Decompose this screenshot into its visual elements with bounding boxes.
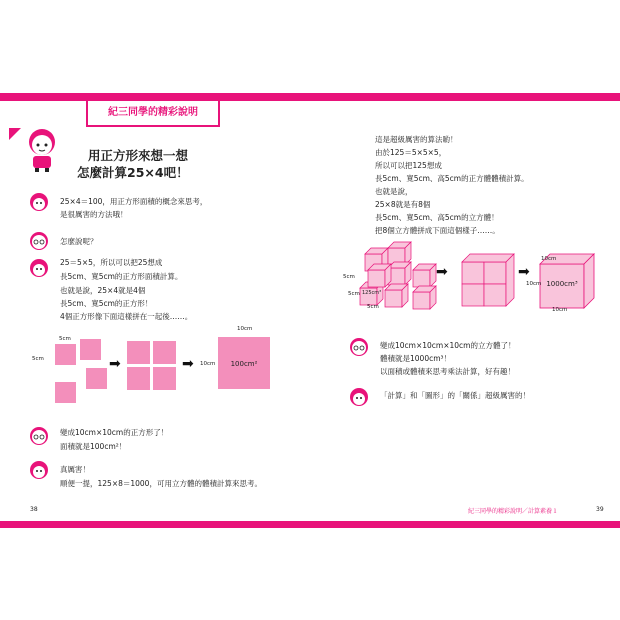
volume-label-small: 125cm³: [362, 290, 382, 296]
top-accent-bar: [0, 93, 620, 101]
volume-label-big: 1000cm³: [546, 280, 578, 288]
right-line-5: 也就是說，: [375, 187, 413, 196]
left-dialog-3-line-2: 長5cm、寬5cm的正方形面積計算。: [60, 272, 183, 281]
girl-avatar-icon: [349, 387, 369, 407]
right-dialog-1-line-2: 體積就是1000cm³！: [380, 354, 452, 363]
running-title: 紀三同學的精彩說明／計算素養１: [468, 508, 559, 515]
dim-label: 10cm: [526, 281, 542, 287]
left-dialog-1-line-1: 25×4＝100，用正方形面積的概念來思考，: [60, 197, 208, 206]
right-line-6: 25×8就是有8個: [375, 200, 431, 209]
left-dialog-3-line-1: 25＝5×5，所以可以把25想成: [60, 258, 163, 267]
right-dialog-1-line-3: 以面積或體積來思考乘法計算，好有趣！: [380, 367, 515, 376]
right-line-2: 由於125＝5×5×5，: [375, 148, 447, 157]
small-square: [80, 339, 101, 360]
arrow-icon: ➡: [436, 264, 448, 280]
left-dialog-5-line-1: 真厲害！: [60, 465, 90, 474]
left-dialog-3-line-5: 4個正方形像下面這樣拼在一起後……。: [60, 312, 193, 321]
arrow-icon: ➡: [109, 356, 121, 372]
boy-avatar-icon: [29, 231, 49, 251]
right-dialog-1-line-1: 變成10cm×10cm×10cm的立方體了！: [380, 341, 516, 350]
dim-label: 10cm: [541, 256, 557, 262]
girl-avatar-icon: [29, 192, 49, 212]
arrow-icon: ➡: [182, 356, 194, 372]
dim-label: 5cm: [32, 356, 44, 362]
boy-avatar-icon: [349, 337, 369, 357]
left-dialog-5-line-2: 順便一提，125×8＝1000，可用立方體的體積計算來思考。: [60, 479, 262, 488]
dim-label: 5cm: [348, 291, 360, 297]
left-heading-2: 怎麼計算25×4吧！: [77, 165, 189, 180]
left-heading-1: 用正方形來想一想: [88, 148, 189, 163]
small-square: [127, 341, 150, 364]
page-number-left: 38: [30, 506, 38, 513]
corner-marker: [9, 128, 21, 140]
small-square: [127, 367, 150, 390]
arrow-icon: ➡: [518, 264, 530, 280]
left-dialog-2-line-1: 怎麼說呢？: [60, 237, 98, 246]
girl-avatar-icon: [29, 258, 49, 278]
right-line-3: 所以可以把125想成: [375, 161, 442, 170]
small-square: [153, 341, 176, 364]
dim-label: 5cm: [367, 304, 379, 310]
left-dialog-4-line-2: 面積就是100cm²！: [60, 442, 127, 451]
girl-mascot-illustration: [24, 126, 60, 172]
area-label: 100cm²: [230, 360, 258, 368]
bottom-accent-bar: [0, 521, 620, 528]
small-square: [153, 367, 176, 390]
dim-label: 10cm: [237, 326, 253, 332]
small-square: [55, 344, 76, 365]
girl-avatar-icon: [29, 460, 49, 480]
boy-avatar-icon: [29, 426, 49, 446]
page-number-right: 39: [596, 506, 604, 513]
left-dialog-3-line-4: 長5cm、寬5cm的正方形！: [60, 299, 153, 308]
right-line-7: 長5cm、寬5cm、高5cm的立方體！: [375, 213, 499, 222]
small-square: [86, 368, 107, 389]
right-line-1: 這是超級厲害的算法喲！: [375, 135, 458, 144]
small-square: [55, 382, 76, 403]
section-tab: 紀三同學的精彩說明: [86, 101, 220, 127]
dim-label: 5cm: [59, 336, 71, 342]
dim-label: 10cm: [200, 361, 216, 367]
right-line-4: 長5cm、寬5cm、高5cm的正方體體積計算。: [375, 174, 529, 183]
right-line-8: 把8個立方體拼成下面這個樣子……。: [375, 226, 500, 235]
left-dialog-1-line-2: 是很厲害的方法哦！: [60, 210, 128, 219]
left-dialog-3-line-3: 也就是說，25×4就是4個: [60, 286, 146, 295]
dim-label: 5cm: [343, 274, 355, 280]
left-dialog-4-line-1: 變成10cm×10cm的正方形了！: [60, 428, 169, 437]
dim-label: 10cm: [552, 307, 568, 313]
right-dialog-2-line-1: 「計算」和「圖形」的「關係」超級厲害的！: [380, 391, 530, 400]
